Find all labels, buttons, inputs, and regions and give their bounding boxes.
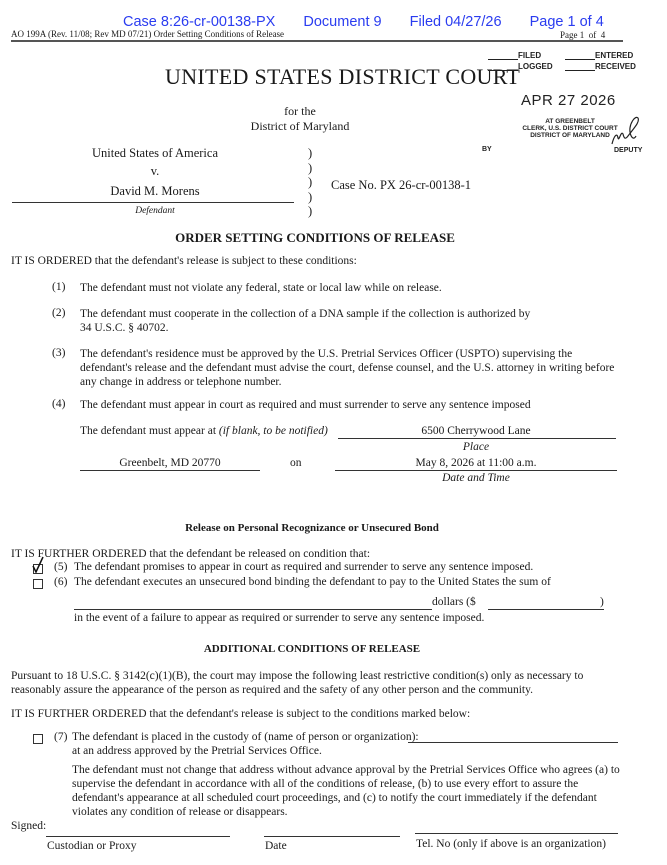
logged-blank xyxy=(488,70,518,71)
dollars-close: ) xyxy=(600,596,604,608)
signed-label: Signed: xyxy=(11,820,47,832)
appearance-city[interactable]: Greenbelt, MD 20770 xyxy=(119,457,221,469)
condition-6-text: The defendant executes an unsecured bond binding the defendant to pay to the United States the sum of xyxy=(74,576,551,588)
condition-4-number: (4) xyxy=(52,398,66,410)
caption-defendant-name: David M. Morens xyxy=(110,184,200,198)
condition-7-line2: at an address approved by the Pretrial Services Office. xyxy=(72,745,322,757)
condition-7-line1: The defendant is placed in the custody of (name of person or organization): xyxy=(72,731,419,743)
caption-defendant-label: Defendant xyxy=(135,206,175,216)
deputy-signature-icon xyxy=(608,116,648,148)
condition-2-number: (2) xyxy=(52,307,66,319)
stamp-logged: LOGGED xyxy=(518,62,553,71)
appearance-label-note: (if blank, to be notified) xyxy=(218,425,328,437)
condition-5-number: (5) xyxy=(54,561,68,573)
condition-6-checkbox[interactable] xyxy=(33,579,43,589)
place-line xyxy=(338,438,616,439)
custodian-label: Custodian or Proxy xyxy=(47,840,137,852)
order-title: ORDER SETTING CONDITIONS OF RELEASE xyxy=(175,230,455,245)
tel-label: Tel. No (only if above is an organization) xyxy=(416,838,606,850)
filed-blank xyxy=(488,59,518,60)
condition-7-checkbox[interactable] xyxy=(33,734,43,744)
caption-versus: v. xyxy=(150,164,160,178)
caption-plaintiff: United States of America xyxy=(91,146,218,160)
case-no-label: Case No. xyxy=(331,178,377,192)
bond-amount-words-line[interactable] xyxy=(74,609,432,610)
dollars-label: dollars ($ xyxy=(432,596,476,608)
court-for-the: for the xyxy=(284,104,316,118)
received-blank xyxy=(565,70,595,71)
page-number: 1 xyxy=(579,30,585,40)
stamp-entered: ENTERED xyxy=(595,51,634,60)
condition-2-text: The defendant must cooperate in the collection of a DNA sample if the collection is authorized by 34 U.S.C. § 40702. xyxy=(80,308,531,334)
order-intro: IT IS ORDERED that the defendant's release is subject to these conditions: xyxy=(11,255,357,267)
datetime-line xyxy=(335,470,617,471)
condition-1-number: (1) xyxy=(52,281,66,293)
release-heading: Release on Personal Recognizance or Unsecured Bond xyxy=(185,522,439,534)
stamp-clerk: CLERK, U.S. DISTRICT COURT xyxy=(522,125,618,132)
case-no-value: PX 26-cr-00138-1 xyxy=(379,178,472,192)
ecf-page-count: Page 1 of 4 xyxy=(529,14,604,30)
ecf-filed-date: Filed 04/27/26 xyxy=(409,14,502,30)
page-total: 4 xyxy=(600,30,606,40)
stamp-district: DISTRICT OF MARYLAND xyxy=(530,132,610,139)
appearance-label xyxy=(80,425,328,437)
date-label: Date xyxy=(265,840,287,852)
form-page-indicator xyxy=(560,30,605,40)
condition-7-number: (7) xyxy=(54,731,68,743)
appearance-on: on xyxy=(290,457,302,469)
custodian-signature-line[interactable] xyxy=(46,836,230,837)
stamp-deputy: DEPUTY xyxy=(614,147,643,154)
release-intro: IT IS FURTHER ORDERED that the defendant be released on condition that: xyxy=(11,548,371,560)
caption-parens: ) ) ) ) ) xyxy=(308,146,313,218)
condition-1-text: The defendant must not violate any federal, state or local law while on release. xyxy=(80,282,442,294)
case-number-block xyxy=(331,178,471,193)
checkmark-icon xyxy=(31,556,45,574)
ecf-header xyxy=(123,14,604,30)
bond-amount-line[interactable] xyxy=(488,609,604,610)
custodian-name-line[interactable] xyxy=(408,742,618,743)
date-signature-line[interactable] xyxy=(264,836,400,837)
additional-heading: ADDITIONAL CONDITIONS OF RELEASE xyxy=(203,643,421,655)
tel-signature-line[interactable] xyxy=(415,833,618,834)
page-of: of xyxy=(588,30,597,40)
stamp-received: RECEIVED xyxy=(595,62,636,71)
appearance-label-text: The defendant must appear at xyxy=(80,425,217,437)
datetime-label: Date and Time xyxy=(442,472,510,484)
place-label: Place xyxy=(462,441,490,453)
additional-pursuant: Pursuant to 18 U.S.C. § 3142(c)(1)(B), the court may impose the following least restrictive condition(s) only as necessary to reasonably assure the appearance of the person as required and the safety of any other person and the community. xyxy=(11,670,584,696)
condition-4-text: The defendant must appear in court as required and must surrender to serve any sentence imposed xyxy=(80,399,531,411)
defendant-line xyxy=(12,202,294,203)
clerk-stamp xyxy=(480,48,667,158)
condition-7-paragraph: The defendant must not change that address without advance approval by the Pretrial Services Office who agrees (a) to supervise the defendant in accordance with all of the conditions of release, (b) to use every effort to assure the defendant's appearance at all scheduled court proceedings, and (c) to notify the court immediately if the defendant violates any condition of release or disappears. xyxy=(72,764,620,818)
condition-3-text: The defendant's residence must be approved by the U.S. Pretrial Services Officer (USPTO) supervising the defendant's release and the defendant must advise the court, defense counsel, and the U.S. attorney in writing before any change in address or telephone number. xyxy=(80,348,615,388)
condition-5-text: The defendant promises to appear in court as required and surrender to serve any sentence imposed. xyxy=(74,561,534,573)
header-rule xyxy=(11,40,623,42)
form-id: AO 199A (Rev. 11/08; Rev MD 07/21) Order Setting Conditions of Release xyxy=(11,29,285,39)
additional-further: IT IS FURTHER ORDERED that the defendant's release is subject to the conditions marked below: xyxy=(11,708,471,720)
ecf-document-number: Document 9 xyxy=(303,14,382,30)
stamp-date: APR 27 2026 xyxy=(521,92,616,109)
condition-3-number: (3) xyxy=(52,347,66,359)
court-title: UNITED STATES DISTRICT COURT xyxy=(165,64,521,89)
court-district: District of Maryland xyxy=(250,119,350,133)
city-line xyxy=(80,470,260,471)
stamp-at: AT GREENBELT xyxy=(545,118,595,125)
failure-text: in the event of a failure to appear as required or surrender to serve any sentence imposed. xyxy=(74,612,485,624)
stamp-filed: FILED xyxy=(518,51,542,60)
ecf-case-number: Case 8:26-cr-00138-PX xyxy=(123,14,276,30)
appearance-datetime[interactable]: May 8, 2026 at 11:00 a.m. xyxy=(415,457,537,469)
appearance-place[interactable]: 6500 Cherrywood Lane xyxy=(421,425,531,437)
entered-blank xyxy=(565,59,595,60)
page-label: Page xyxy=(560,30,578,40)
condition-6-number: (6) xyxy=(54,576,68,588)
stamp-by: BY xyxy=(482,146,492,153)
